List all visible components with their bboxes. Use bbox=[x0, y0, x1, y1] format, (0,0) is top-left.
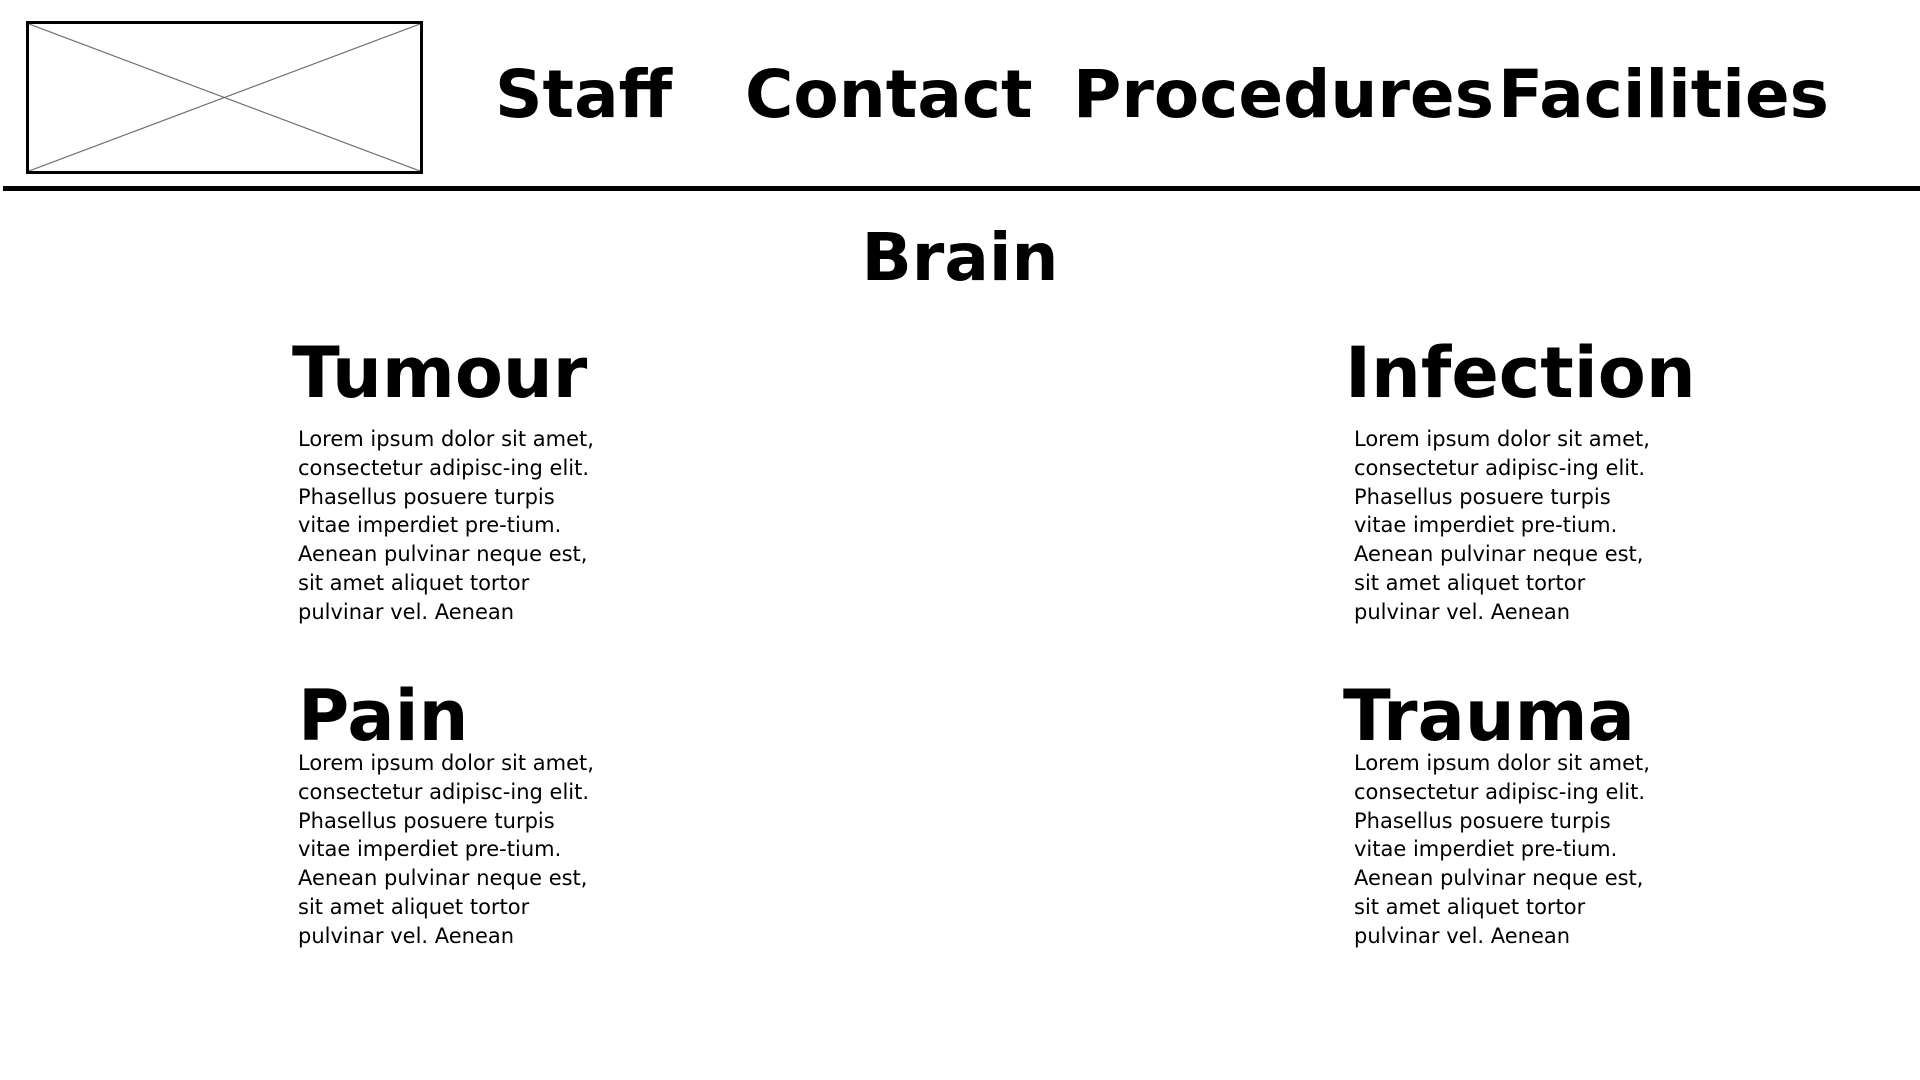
section-heading-tumour: Tumour bbox=[292, 332, 588, 414]
page-title: Brain bbox=[861, 219, 1059, 296]
section-body-infection: Lorem ipsum dolor sit amet, consectetur adipisc-ing elit. Phasellus posuere turpis vitae imperdiet pre-tium. Aenean pulvinar neque est, sit amet aliquet tortor pulvinar vel. Aenean bbox=[1354, 427, 1650, 624]
section-heading-pain: Pain bbox=[298, 675, 469, 757]
section-heading-infection: Infection bbox=[1345, 332, 1696, 414]
nav-item-facilities[interactable]: Facilities bbox=[1498, 56, 1829, 133]
section-heading-trauma: Trauma bbox=[1343, 675, 1635, 757]
logo-placeholder[interactable] bbox=[26, 21, 423, 174]
section-body-pain: Lorem ipsum dolor sit amet, consectetur adipisc-ing elit. Phasellus posuere turpis vitae imperdiet pre-tium. Aenean pulvinar neque est, sit amet aliquet tortor pulvinar vel. Aenean bbox=[298, 751, 594, 948]
image-placeholder-icon bbox=[29, 24, 420, 171]
nav-item-procedures[interactable]: Procedures bbox=[1073, 56, 1494, 133]
section-body-tumour: Lorem ipsum dolor sit amet, consectetur adipisc-ing elit. Phasellus posuere turpis vitae imperdiet pre-tium. Aenean pulvinar neque est, sit amet aliquet tortor pulvinar vel. Aenean bbox=[298, 427, 594, 624]
header-divider bbox=[3, 186, 1920, 191]
nav-item-contact[interactable]: Contact bbox=[745, 56, 1033, 133]
section-body-trauma: Lorem ipsum dolor sit amet, consectetur adipisc-ing elit. Phasellus posuere turpis vitae imperdiet pre-tium. Aenean pulvinar neque est, sit amet aliquet tortor pulvinar vel. Aenean bbox=[1354, 751, 1650, 948]
nav-item-staff[interactable]: Staff bbox=[495, 56, 673, 133]
